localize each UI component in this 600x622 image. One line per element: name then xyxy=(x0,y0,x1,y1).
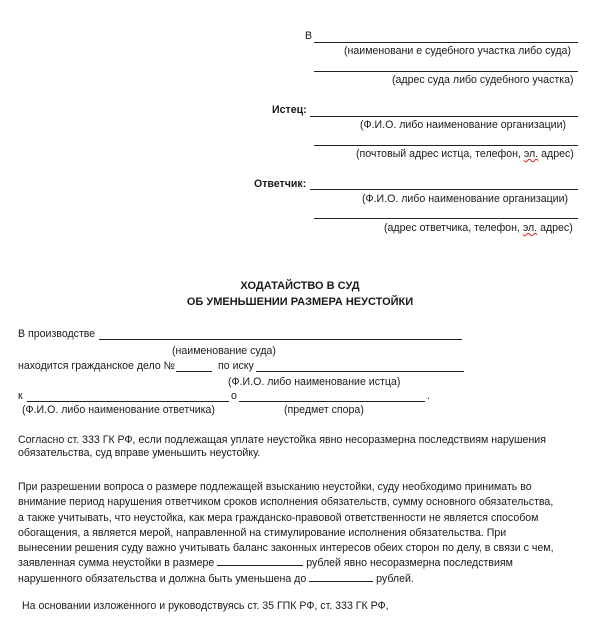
suit-label: по иску xyxy=(218,360,254,372)
to-defendant-label: к xyxy=(18,390,23,402)
court-address-line xyxy=(314,71,578,72)
court-fill-hint: (наименование суда) xyxy=(172,345,276,357)
court-fill-line xyxy=(99,339,462,340)
court-address-hint: (адрес суда либо судебного участка) xyxy=(392,74,574,86)
defendant-name-hint: (Ф.И.О. либо наименование организации) xyxy=(362,193,569,205)
paragraph-2-line: внимание период нарушения ответчиком сроков исполнения обязательств, сумму основного обязательства, xyxy=(18,496,554,509)
court-name-hint: (наименовани е судебного участка либо суда) xyxy=(344,45,571,57)
paragraph-2-line: вынесении решения суду важно учитывать баланс законных интересов обеих сторон по делу, в связи с чем, xyxy=(18,542,554,555)
document-title-line2: ОБ УМЕНЬШЕНИИ РАЗМЕРА НЕУСТОЙКИ xyxy=(186,296,414,308)
plaintiff-name-line xyxy=(310,116,578,117)
paragraph-1-line: обязательства, суд вправе уменьшить неустойку. xyxy=(18,447,261,460)
court-name-line xyxy=(314,42,578,43)
defendant-address-line xyxy=(314,218,578,219)
reduced-amount-blank xyxy=(309,572,373,582)
defendant-label: Ответчик: xyxy=(254,178,307,190)
suit-line xyxy=(256,371,464,372)
closing-line: На основании изложенного и руководствуясь ст. 35 ГПК РФ, ст. 333 ГК РФ, xyxy=(22,600,389,612)
plaintiff-fill-hint: (Ф.И.О. либо наименование истца) xyxy=(228,376,401,388)
subject-line-end: . xyxy=(427,390,430,402)
paragraph-2-line: обогащения, а является мерой, направленной на стимулирование исполнения обязательства. При xyxy=(18,526,507,539)
document-title-line1: ХОДАТАЙСТВО В СУД xyxy=(240,280,360,292)
plaintiff-address-line xyxy=(314,145,578,146)
paragraph-2-line-reduced: нарушенного обязательства и должна быть уменьшена до рублей. xyxy=(18,572,414,585)
subject-fill-line xyxy=(239,401,425,402)
plaintiff-address-hint: (почтовый адрес истца, телефон, эл. адрес) xyxy=(356,148,574,160)
subject-about-label: о xyxy=(231,390,237,402)
in-proceedings-label: В производстве xyxy=(18,328,96,340)
defendant-fill-hint: (Ф.И.О. либо наименование ответчика) xyxy=(22,404,215,416)
paragraph-2 xyxy=(18,480,584,587)
defendant-address-hint: (адрес ответчика, телефон, эл. адрес) xyxy=(384,222,573,234)
plaintiff-label: Истец: xyxy=(272,104,307,116)
plaintiff-name-hint: (Ф.И.О. либо наименование организации) xyxy=(360,119,567,131)
defendant-fill-line xyxy=(27,401,229,402)
paragraph-2-line: При разрешении вопроса о размере подлежащей взысканию неустойки, суду необходимо принимать во xyxy=(18,481,532,493)
case-number-label: находится гражданское дело № xyxy=(18,360,176,372)
paragraph-1 xyxy=(18,434,584,460)
case-number-line xyxy=(176,371,212,372)
paragraph-2-line: а также учитывать, что неустойка, как мера гражданско-правовой ответственности не является способом xyxy=(18,511,539,524)
subject-fill-hint: (предмет спора) xyxy=(284,404,364,416)
paragraph-2-line-amount: заявленная сумма неустойки в размере рублей явно несоразмерна последствиям xyxy=(18,557,513,570)
defendant-name-line xyxy=(310,189,578,190)
paragraph-1-line: Согласно ст. 333 ГК РФ, если подлежащая уплате неустойка явно несоразмерна последствиям нарушения xyxy=(18,434,546,446)
court-to-label: В xyxy=(305,30,313,42)
claimed-amount-blank xyxy=(217,556,303,566)
